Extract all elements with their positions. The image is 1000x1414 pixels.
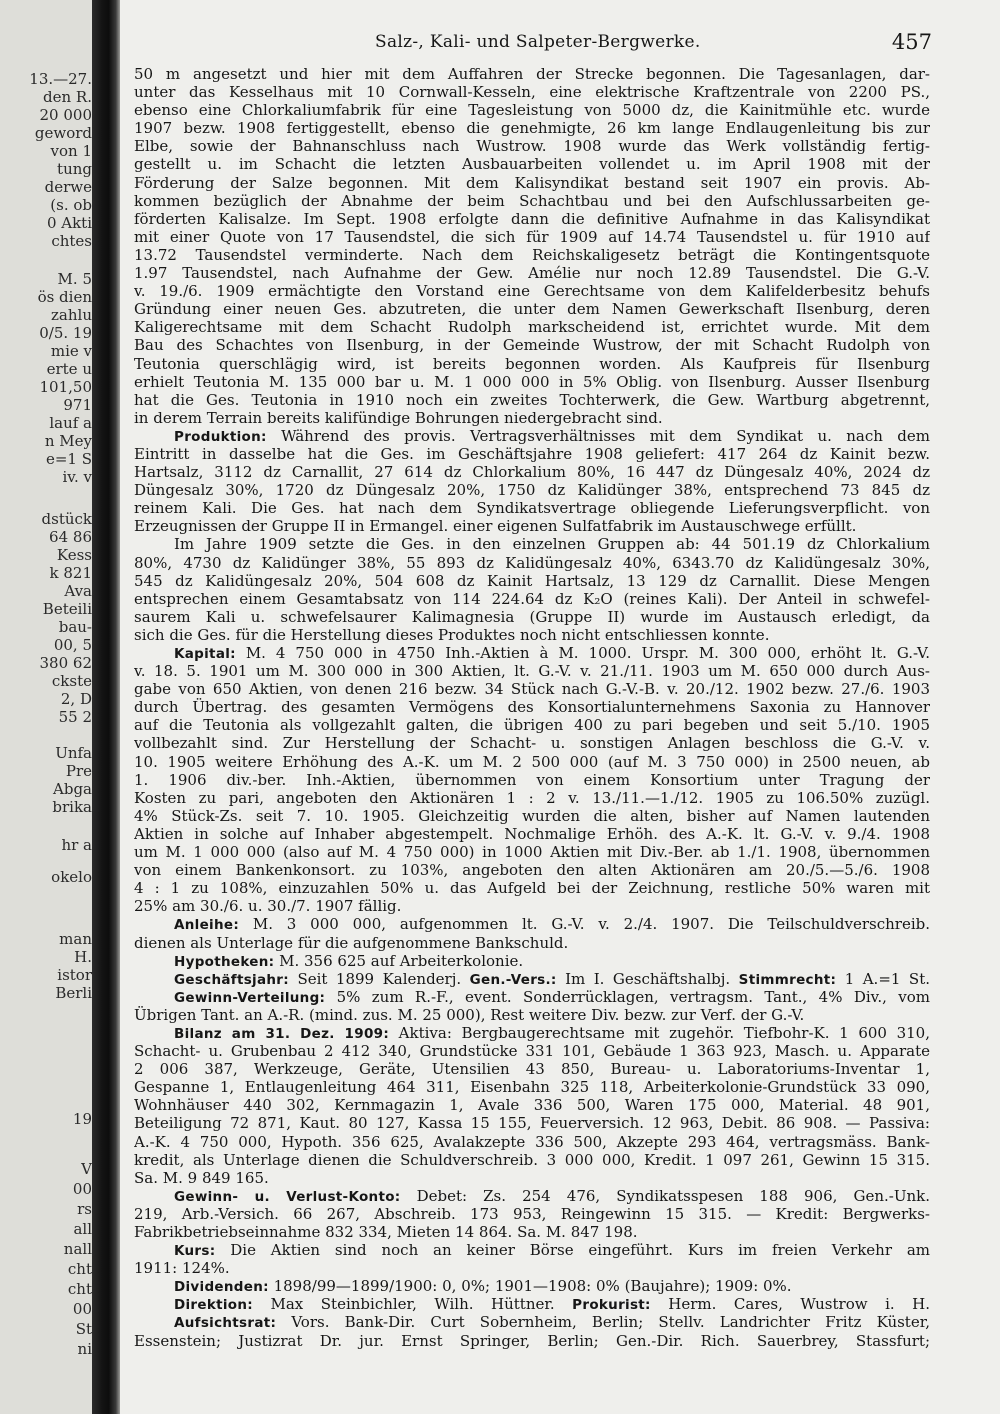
line-text: 1.97 Tausendstel, nach Aufnahme der Gew. Amélie nur noch 12.89 Tausendstel. Die G.-V. [134, 264, 930, 283]
text-line [134, 300, 930, 318]
adjacent-page-fragment: ni [77, 1340, 92, 1358]
text-line [134, 807, 930, 825]
article-body [134, 65, 930, 1350]
text-line [134, 391, 930, 409]
line-text: 50 m angesetzt und hier mit dem Auffahren der Strecke begonnen. Die Tagesanlagen, dar- [134, 65, 930, 83]
text-line [134, 952, 930, 970]
text-line [134, 879, 930, 897]
line-text: 1898/99—1899/1900: 0, 0%; 1901—1908: 0% (Baujahre); 1909: 0%. [268, 1277, 792, 1296]
text-line [134, 210, 930, 228]
adjacent-page-fragment: lauf a [49, 414, 92, 432]
text-line [134, 373, 930, 391]
line-text: um M. 1 000 000 (also auf M. 4 750 000) in 1000 Aktien mit Div.-Ber. ab 1./1. 1908, übernommen [134, 843, 930, 862]
text-line [134, 970, 930, 988]
line-text: Düngesalz 30%, 1720 dz Düngesalz 20%, 1750 dz Kalidünger 38%, entsprechend 73 845 dz [134, 481, 930, 500]
text-line [134, 644, 930, 662]
adjacent-page-fragment: 00 [72, 1300, 92, 1318]
adjacent-page-fragment: Unfa [55, 744, 92, 762]
line-text: sich die Ges. für die Herstellung dieses Produktes noch nicht entschliessen konnte. [134, 625, 770, 644]
line-text: M. 4 750 000 in 4750 Inh.-Aktien à M. 1000. Urspr. M. 300 000, erhöht lt. G.-V. [235, 644, 930, 662]
line-text: 1. 1906 div.-ber. Inh.-Aktien, übernommen von einem Konsortium unter Tragung der [134, 770, 930, 789]
line-text: Aktiva: Bergbaugerechtsame mit zugehör. Tiefbohr-K. 1 600 310, [389, 1023, 930, 1042]
line-text: Teutonia querschlägig wird, ist bereits begonnen worden. Als Kaufpreis für Ilsenburg [134, 354, 930, 373]
adjacent-page-fragment: derwe [44, 178, 92, 196]
text-line [134, 355, 930, 373]
line-text: Kosten zu pari, angeboten den Aktionären 1 : 2 v. 13./11.—1./12. 1905 zu 106.50% zuzügl. [134, 788, 930, 807]
line-text: M. 356 625 auf Arbeiterkolonie. [274, 951, 524, 970]
adjacent-page-fragment: cht [67, 1260, 92, 1278]
text-line [134, 626, 930, 644]
line-text: auf die Teutonia als vollgezahlt galten, die übrigen 400 zu pari begeben und seit 5./10. 1905 [134, 716, 930, 735]
adjacent-page-fragment: 55 2 [58, 708, 92, 726]
running-head-title: Salz-, Kali- und Salpeter-Bergwerke. [375, 32, 701, 52]
line-text: 2 006 387, Werkzeuge, Geräte, Utensilien 43 850, Bureau- u. Laboratoriums-Inventar 1, [134, 1060, 930, 1079]
adjacent-page-fragment: n Mey [44, 432, 92, 450]
text-line [134, 427, 930, 445]
line-text: Förderung der Salze begonnen. Mit dem Kalisyndikat bestand seit 1907 ein provis. Ab- [134, 173, 930, 192]
text-line [134, 264, 930, 282]
adjacent-page-fragment: 20 000 [39, 106, 92, 124]
book-gutter [92, 0, 120, 1414]
adjacent-page-fragment: ckste [51, 672, 92, 690]
text-line [134, 499, 930, 517]
adjacent-page-fragment: V [81, 1160, 92, 1178]
text-line [134, 282, 930, 300]
line-text: Elbe, sowie der Bahnanschluss nach Wustrow. 1908 wurde das Werk vollständig fertig- [134, 137, 930, 156]
document-page [120, 0, 1000, 1414]
line-text: v. 18. 5. 1901 um M. 300 000 in 300 Aktien, lt. G.-V. v. 21./11. 1903 um M. 650 000 durch Aus- [134, 662, 930, 681]
section-keyword: Anleihe: [174, 917, 240, 934]
page-number: 457 [891, 30, 932, 54]
adjacent-page-fragment: erte u [46, 360, 92, 378]
text-line [134, 590, 930, 608]
line-text: 80%, 4730 dz Kalidünger 38%, 55 893 dz Kalidüngesalz 40%, 6343.70 dz Kalidüngesalz 30%, [134, 553, 930, 572]
text-line [134, 409, 930, 427]
line-text: gabe von 650 Aktien, von denen 216 bezw. 34 Stück nach G.-V.-B. v. 20./12. 1902 bezw. 27./6. 1903 [134, 680, 930, 699]
text-line [134, 1205, 930, 1223]
adjacent-page-fragment: zahlu [51, 306, 92, 324]
text-line [134, 1223, 930, 1241]
line-text: Schacht- u. Grubenbau 2 412 340, Grundstücke 331 101, Gebäude 1 363 923, Masch. u. Apparate [134, 1042, 930, 1061]
adjacent-page-fragment: 00 [72, 1180, 92, 1198]
line-text: 4 : 1 zu 108%, einzuzahlen 50% u. das Aufgeld bei der Zeichnung, restliche 50% waren mit [134, 879, 930, 898]
adjacent-page-fragment: rs [77, 1200, 92, 1218]
line-text: Übrigen Tant. an A.-R. (mind. zus. M. 25 000), Rest weitere Div. bezw. zur Verf. der G.-V. [134, 1005, 805, 1024]
section-keyword: Aufsichtsrat: [174, 1315, 277, 1332]
line-text: unter das Kesselhaus mit 10 Cornwall-Kesseln, eine elektrische Kraftzentrale von 2200 PS., [134, 83, 930, 102]
adjacent-page-fragment: bau- [58, 618, 92, 636]
text-line [134, 445, 930, 463]
adjacent-page-fragment: 64 86 [49, 528, 92, 546]
adjacent-page-fragment: cht [67, 1280, 92, 1298]
adjacent-page-fragment: 971 [63, 396, 92, 414]
text-line [134, 101, 930, 119]
line-text: 1 A.=1 St. [836, 969, 930, 988]
text-line [134, 734, 930, 752]
text-line [134, 1078, 930, 1096]
line-text: Gründung einer neuen Ges. abzutreten, die unter dem Namen Gewerkschaft Ilsenburg, deren [134, 300, 930, 319]
line-text: 1907 bezw. 1908 fertiggestellt, ebenso die genehmigte, 26 km lange Endlaugenleitung bis zur [134, 119, 930, 138]
line-text: 13.72 Tausendstel verminderte. Nach dem Reichskaligesetz beträgt die Kontingentsquote [134, 245, 930, 264]
section-keyword: Dividenden: [174, 1279, 269, 1296]
adjacent-page-fragment: 101,50 [39, 378, 92, 396]
line-text: Im Jahre 1909 setzte die Ges. in den einzelnen Gruppen ab: 44 501.19 dz Chlorkalium [174, 535, 930, 554]
adjacent-page-fragment: M. 5 [57, 270, 92, 288]
line-text: kredit, als Unterlage dienen die Schuldverschreib. 3 000 000, Kredit. 1 097 261, Gewinn 15 315. [134, 1150, 930, 1169]
line-text: 4% Stück-Zs. seit 7. 10. 1905. Gleichzeitig wurden die alten, bisher auf Namen lautenden [134, 806, 930, 825]
section-keyword: Kurs: [174, 1243, 216, 1260]
line-text: saurem Kali u. schwefelsaurer Kalimagnesia (Gruppe II) wurde im Austausch erledigt, da [134, 607, 930, 626]
line-text: Gespanne 1, Entlaugenleitung 464 311, Eisenbahn 325 118, Arbeiterkolonie-Grundstück 33 090, [134, 1078, 930, 1097]
text-line [134, 463, 930, 481]
text-line [134, 988, 930, 1006]
text-line [134, 789, 930, 807]
adjacent-page-fragment: St [75, 1320, 92, 1338]
running-head [120, 30, 1000, 58]
line-text: Debet: Zs. 254 476, Syndikatsspesen 188 906, Gen.-Unk. [400, 1186, 930, 1205]
adjacent-page-fragment: 2, D [60, 690, 92, 708]
adjacent-page-fragment: 0 Akti [46, 214, 92, 232]
adjacent-page-fragment: e=1 S [45, 450, 92, 468]
line-text: gestellt u. im Schacht die letzten Ausbauarbeiten vollendet u. im April 1908 mit der [134, 155, 930, 174]
line-text: erhielt Teutonia M. 135 000 bar u. M. 1 000 000 in 5% Oblig. von Ilsenburg. Ausser Ilsenburg [134, 372, 930, 391]
line-text: 5% zum R.-F., event. Sonderrücklagen, vertragsm. Tant., 4% Div., vom [325, 987, 930, 1006]
text-line [134, 753, 930, 771]
text-line [134, 1187, 930, 1205]
adjacent-page-fragment: 00, 5 [53, 636, 92, 654]
text-line [134, 1313, 930, 1331]
adjacent-page-fragment: (s. ob [50, 196, 92, 214]
text-line [134, 1042, 930, 1060]
adjacent-page-fragment: istor [57, 966, 92, 984]
line-text: Aktien in solche auf Inhaber abgestempelt. Nochmalige Erhöh. des A.-K. lt. G.-V. v. 9./4. 1908 [134, 824, 930, 843]
line-text: 545 dz Kalidüngesalz 20%, 504 608 dz Kainit Hartsalz, 13 129 dz Carnallit. Diese Mengen [134, 571, 930, 590]
line-text: Wohnhäuser 440 302, Kernmagazin 1, Avale 336 500, Waren 175 000, Material. 48 901, [134, 1096, 930, 1115]
adjacent-page-fragment: man [59, 930, 92, 948]
text-line [134, 716, 930, 734]
adjacent-page-fragment: Beteili [42, 600, 92, 618]
text-line [134, 662, 930, 680]
adjacent-page-fragment: nall [63, 1240, 92, 1258]
text-line [134, 65, 930, 83]
adjacent-page-fragment: Berli [55, 984, 92, 1002]
line-text: 10. 1905 weitere Erhöhung des A.-K. um M. 2 500 000 (auf M. 3 750 000) in 2500 neuen, ab [134, 752, 930, 771]
text-line [134, 1024, 930, 1042]
adjacent-page-fragment: Kess [56, 546, 92, 564]
line-text: mit einer Quote von 17 Tausendstel, die sich für 1909 auf 14.74 Tausendstel u. für 1910 auf [134, 227, 930, 246]
text-line [134, 192, 930, 210]
adjacent-page-fragment: Pre [65, 762, 92, 780]
line-text: M. 3 000 000, aufgenommen lt. G.-V. v. 2./4. 1907. Die Teilschuldverschreib. [239, 915, 930, 934]
adjacent-page-fragment: Abga [53, 780, 92, 798]
text-line [134, 1332, 930, 1350]
text-line [134, 1295, 930, 1313]
line-text: 1911: 124%. [134, 1259, 230, 1278]
text-line [134, 481, 930, 499]
line-text: Beteiligung 72 871, Kaut. 80 127, Kassa 15 155, Feuerversich. 12 963, Debit. 86 908. — Passiva: [134, 1114, 930, 1133]
text-line [134, 83, 930, 101]
line-text: Während des provis. Vertragsverhältnisses mit dem Syndikat u. nach dem [266, 426, 930, 445]
line-text: hat die Ges. Teutonia in 1910 noch ein zweites Tochterwerk, die Gew. Wartburg abgetrennt, [134, 390, 930, 409]
text-line [134, 1060, 930, 1078]
text-line [134, 1169, 930, 1187]
text-line [134, 1259, 930, 1277]
line-text: Kaligerechtsame mit dem Schacht Rudolph markscheidend ist, errichtet wurde. Mit dem [134, 318, 930, 337]
adjacent-page-fragment: 380 62 [39, 654, 92, 672]
text-line [134, 897, 930, 915]
text-line [134, 174, 930, 192]
text-line [134, 119, 930, 137]
line-text: vollbezahlt sind. Zur Herstellung der Schacht- u. sonstigen Anlagen beschloss die G.-V. v. [134, 734, 930, 753]
text-line [134, 825, 930, 843]
text-line [134, 155, 930, 173]
text-line [134, 608, 930, 626]
line-text: Vors. Bank-Dir. Curt Sobernheim, Berlin; Stellv. Landrichter Fritz Küster, [276, 1313, 930, 1332]
adjacent-page-fragment: ös dien [37, 288, 92, 306]
adjacent-page-fragment: den R. [43, 88, 92, 106]
line-text: Fabrikbetriebseinnahme 832 334, Mieten 14 864. Sa. M. 847 198. [134, 1223, 638, 1241]
line-text: 219, Arb.-Versich. 66 267, Abschreib. 173 953, Reingewinn 15 315. — Kredit: Bergwerks- [134, 1204, 930, 1223]
line-text: Max Steinbichler, Wilh. Hüttner. [253, 1295, 573, 1314]
line-text: förderten Kalisalze. Im Sept. 1908 erfolgte dann die definitive Aufnahme in das Kalisyndikat [134, 209, 930, 228]
text-line [134, 137, 930, 155]
text-line [134, 934, 930, 952]
adjacent-page-fragment: H. [74, 948, 92, 966]
adjacent-page-strip [0, 0, 92, 1414]
line-text: Eintritt in dasselbe hat die Ges. im Geschäftsjahre 1908 geliefert: 417 264 dz Kainit bezw. [134, 444, 930, 463]
text-line [134, 1096, 930, 1114]
section-keyword: Geschäftsjahr: [174, 971, 289, 988]
text-line [134, 1133, 930, 1151]
adjacent-page-fragment: iv. v [62, 468, 92, 486]
line-text: durch Übertrag. des gesamten Vermögens des Konsortialunternehmens Saxonia zu Hannover [134, 698, 930, 717]
adjacent-page-fragment: all [73, 1220, 92, 1238]
line-text: kommen bezüglich der Abnahme der beim Schachtbau und bei den Aufschlussarbeiten ge- [134, 191, 930, 210]
text-line [134, 535, 930, 553]
adjacent-page-fragment: tung [57, 160, 92, 178]
text-line [134, 1241, 930, 1259]
text-line [134, 554, 930, 572]
adjacent-page-fragment: okelo [51, 868, 92, 886]
section-keyword: Stimmrecht: [738, 971, 837, 988]
adjacent-page-fragment: 19 [72, 1110, 92, 1128]
text-line [134, 336, 930, 354]
line-text: Bau des Schachtes von Ilsenburg, in der Gemeinde Wustrow, der mit Schacht Rudolph von [134, 336, 930, 355]
line-text: Im I. Geschäftshalbj. [556, 969, 739, 988]
line-text: entsprechen einem Gesamtabsatz von 114 224.64 dz K₂O (reines Kali). Der Anteil in schwefel- [134, 589, 930, 608]
section-keyword: Prokurist: [572, 1297, 651, 1314]
line-text: Herm. Cares, Wustrow i. H. [650, 1295, 930, 1314]
text-line [134, 517, 930, 535]
section-keyword: Gewinn- u. Verlust-Konto: [174, 1188, 401, 1205]
line-text: 25% am 30./6. u. 30./7. 1907 fällig. [134, 897, 402, 916]
text-line [134, 1006, 930, 1024]
line-text: Hartsalz, 3112 dz Carnallit, 27 614 dz Chlorkalium 80%, 16 447 dz Düngesalz 40%, 2024 dz [134, 463, 930, 482]
text-line [134, 228, 930, 246]
line-text: A.-K. 4 750 000, Hypoth. 356 625, Avalakzepte 336 500, Akzepte 293 464, vertragsmäss. Bank- [134, 1132, 930, 1151]
adjacent-page-fragment: geword [34, 124, 92, 142]
adjacent-page-fragment: von 1 [50, 142, 92, 160]
adjacent-page-fragment: 13.—27. [29, 70, 92, 88]
line-text: Essenstein; Justizrat Dr. jur. Ernst Springer, Berlin; Gen.-Dir. Rich. Sauerbrey, Stassfurt; [134, 1331, 930, 1350]
section-keyword: Gewinn-Verteilung: [174, 989, 326, 1006]
section-keyword: Direktion: [174, 1297, 253, 1314]
text-line [134, 1151, 930, 1169]
adjacent-page-fragment: Ava [64, 582, 92, 600]
text-line [134, 246, 930, 264]
adjacent-page-fragment: 0/5. 19 [39, 324, 92, 342]
adjacent-page-fragment: mie v [50, 342, 92, 360]
text-line [134, 915, 930, 933]
section-keyword: Gen.-Vers.: [469, 971, 557, 988]
section-keyword: Kapital: [174, 646, 236, 662]
line-text: von einem Bankenkonsort. zu 103%, angeboten den alten Aktionären am 20./5.—5./6. 1908 [134, 861, 930, 880]
section-keyword: Produktion: [174, 428, 267, 445]
text-line [134, 572, 930, 590]
line-text: reinem Kali. Die Ges. hat nach dem Syndikatsvertrage obliegende Lieferungsverpflicht. von [134, 499, 930, 518]
section-keyword: Bilanz am 31. Dez. 1909: [174, 1025, 390, 1042]
line-text: dienen als Unterlage für die aufgenommene Bankschuld. [134, 933, 569, 952]
line-text: in derem Terrain bereits kalifündige Bohrungen niedergebracht sind. [134, 408, 663, 427]
text-line [134, 843, 930, 861]
text-line [134, 698, 930, 716]
text-line [134, 680, 930, 698]
text-line [134, 861, 930, 879]
line-text: Erzeugnissen der Gruppe II in Ermangel. einer eigenen Sulfatfabrik im Austauschwege erfüllt. [134, 517, 857, 536]
text-line [134, 318, 930, 336]
adjacent-page-fragment: k 821 [49, 564, 92, 582]
text-line [134, 771, 930, 789]
text-line [134, 1277, 930, 1295]
line-text: Sa. M. 9 849 165. [134, 1168, 269, 1187]
section-keyword: Hypotheken: [174, 953, 275, 970]
adjacent-page-fragment: hr a [61, 836, 92, 854]
text-line [134, 1114, 930, 1132]
adjacent-page-fragment: chtes [51, 232, 92, 250]
adjacent-page-fragment: brika [52, 798, 92, 816]
line-text: Die Aktien sind noch an keiner Börse eingeführt. Kurs im freien Verkehr am [215, 1241, 930, 1260]
line-text: Seit 1899 Kalenderj. [288, 969, 470, 988]
adjacent-page-fragment: dstück [41, 510, 92, 528]
line-text: ebenso eine Chlorkaliumfabrik für eine Tagesleistung von 5000 dz, die Kainitmühle etc. wurde [134, 101, 930, 120]
line-text: v. 19./6. 1909 ermächtigte den Vorstand eine Gerechtsame von dem Kalifelderbesitz behufs [134, 282, 930, 301]
